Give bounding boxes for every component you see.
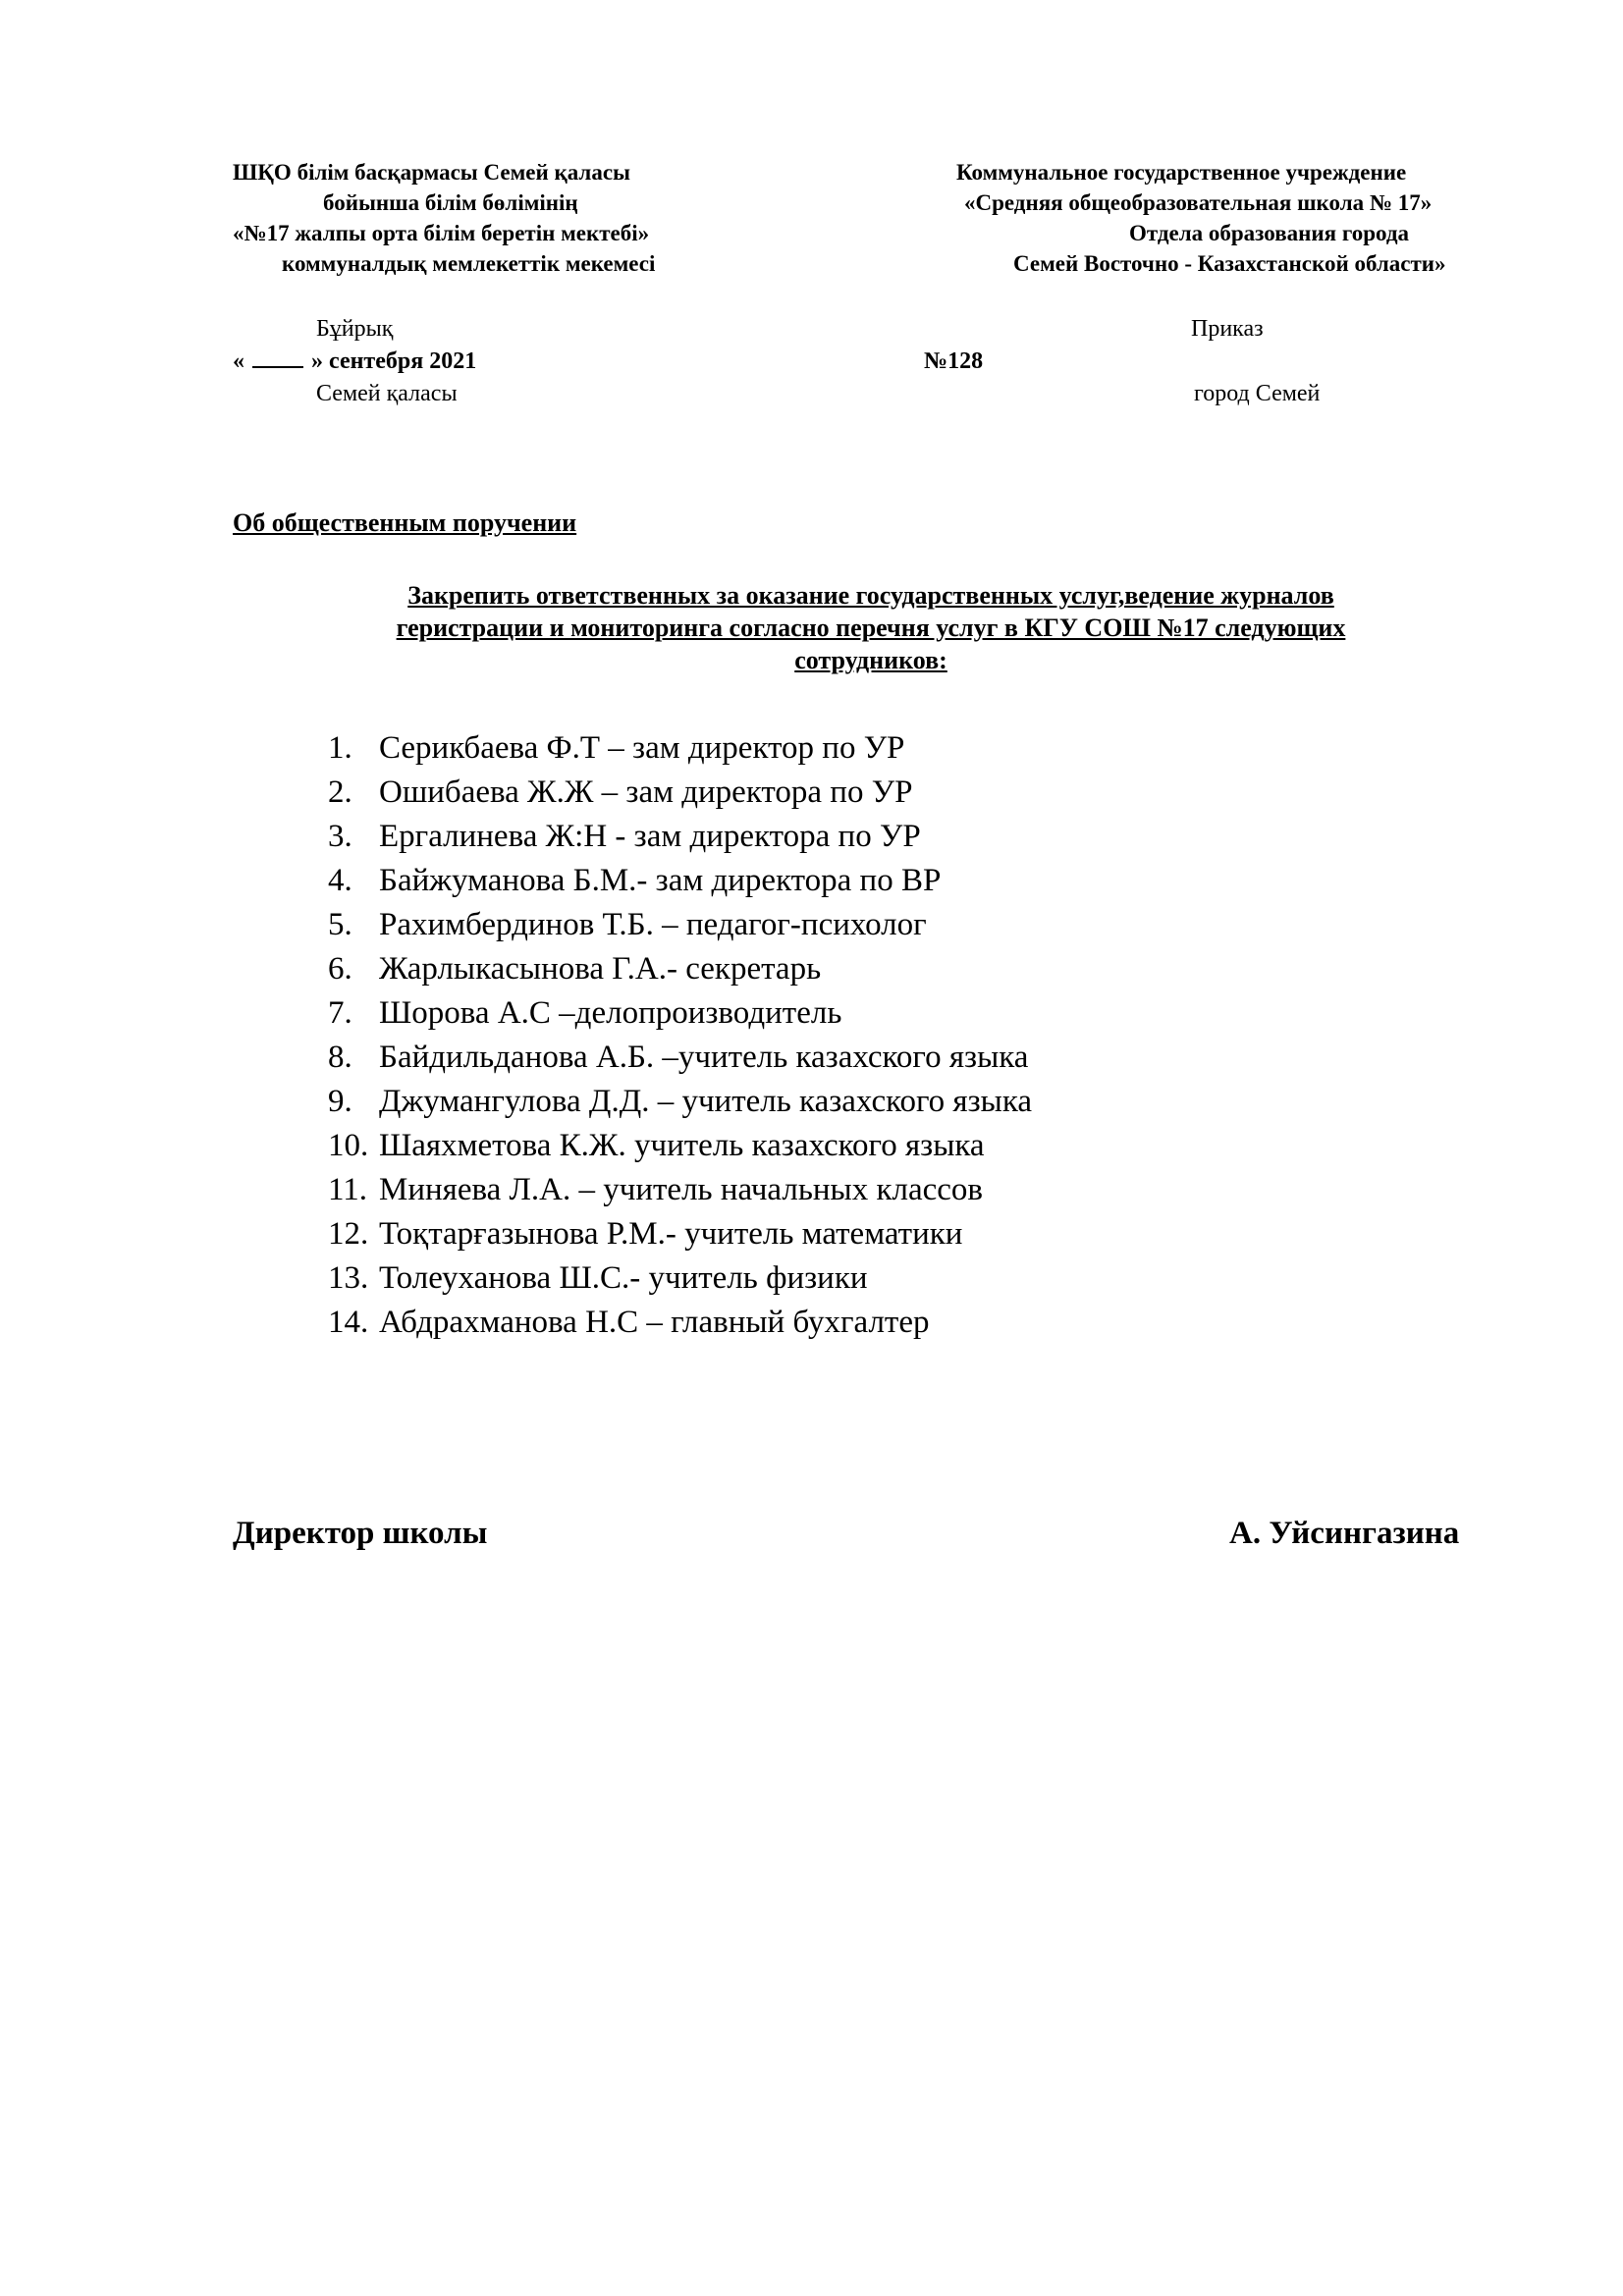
list-item-text: Абдрахманова Н.С – главный бухгалтер [379, 1305, 930, 1340]
order-date-blank [252, 347, 303, 368]
list-item-number: 6. [328, 951, 352, 987]
header-russian [943, 157, 1571, 279]
list-item-text: Байдильданова А.Б. –учитель казахского языка [379, 1040, 1029, 1075]
list-item-text: Жарлыкасынова Г.А.- секретарь [379, 951, 822, 987]
order-date-rest: » сентебря 2021 [311, 348, 477, 374]
list-item [328, 815, 1032, 859]
list-item [328, 859, 1032, 903]
list-item [328, 903, 1032, 947]
header-ru-line-4: Семей Восточно - Казахстанской области» [1013, 251, 1446, 276]
header-ru-line-3: Отдела образования города [1129, 221, 1409, 245]
assignment-heading [233, 579, 1509, 676]
header-kazakh [233, 157, 743, 279]
list-item-number: 13. [328, 1260, 369, 1296]
order-city-ru: город Семей [1194, 381, 1321, 406]
list-item-number: 3. [328, 819, 352, 854]
list-item-text: Серикбаева Ф.Т – зам директор по УР [379, 730, 905, 766]
list-item-number: 5. [328, 907, 352, 942]
order-date-open: « [233, 348, 244, 374]
list-item-text: Джумангулова Д.Д. – учитель казахского языка [379, 1084, 1032, 1119]
list-item-text: Байжуманова Б.М.- зам директора по ВР [379, 863, 942, 898]
list-item [328, 1124, 1032, 1168]
list-item-text: Миняева Л.А. – учитель начальных классов [379, 1172, 983, 1207]
assignment-line-3: сотрудников: [794, 646, 947, 674]
list-item-text: Шаяхметова К.Ж. учитель казахского языка [379, 1128, 985, 1163]
header-ru-line-2: «Средняя общеобразовательная школа № 17» [964, 190, 1433, 215]
order-date [233, 346, 476, 377]
list-item [328, 1036, 1032, 1080]
list-item-number: 8. [328, 1040, 352, 1075]
header-kz-line-4: коммуналдық мемлекеттік мекемесі [282, 251, 656, 276]
list-item-number: 14. [328, 1305, 369, 1340]
list-item-number: 12. [328, 1216, 369, 1252]
list-item-text: Тоқтарғазынова Р.М.- учитель математики [379, 1216, 963, 1252]
list-item [328, 1212, 1032, 1256]
order-label-kz: Бұйрық [316, 316, 394, 342]
list-item [328, 1256, 1032, 1301]
order-label-ru: Приказ [1191, 316, 1264, 342]
assignment-line-1: Закрепить ответственных за оказание государственных услуг,ведение журналов [407, 581, 1334, 610]
list-item-text: Рахимбердинов Т.Б. – педагог-психолог [379, 907, 927, 942]
list-item-text: Шорова А.С –делопроизводитель [379, 995, 842, 1031]
signature-name: А. Уйсингазина [1229, 1516, 1460, 1551]
list-item [328, 947, 1032, 991]
order-number: №128 [924, 348, 984, 374]
list-item [328, 1301, 1032, 1345]
header-kz-line-2: бойынша білім бөлімінің [323, 190, 578, 215]
assignment-line-2: геристрации и мониторинга согласно перечня услуг в КГУ СОШ №17 следующих [396, 614, 1346, 642]
list-item-number: 7. [328, 995, 352, 1031]
list-item [328, 991, 1032, 1036]
list-item-number: 4. [328, 863, 352, 898]
signature-position: Директор школы [233, 1516, 488, 1551]
header-kz-line-1: ШҚО білім басқармасы Семей қаласы [233, 160, 631, 185]
list-item-text: Ошибаева Ж.Ж – зам директора по УР [379, 774, 913, 810]
list-item [328, 1168, 1032, 1212]
list-item-number: 2. [328, 774, 352, 810]
list-item-number: 1. [328, 730, 352, 766]
list-item [328, 1080, 1032, 1124]
header-kz-line-3: «№17 жалпы орта білім беретін мектебі» [233, 221, 650, 245]
order-city-kz: Семей қаласы [316, 381, 458, 406]
list-item-number: 11. [328, 1172, 368, 1207]
list-item-number: 9. [328, 1084, 352, 1119]
list-item-number: 10. [328, 1128, 369, 1163]
header-ru-line-1: Коммунальное государственное учреждение [956, 160, 1407, 185]
list-item [328, 726, 1032, 771]
page-title: Об общественным поручении [233, 508, 577, 537]
staff-list [328, 726, 1032, 1345]
list-item-text: Толеуханова Ш.С.- учитель физики [379, 1260, 868, 1296]
list-item [328, 771, 1032, 815]
list-item-text: Ергалинева Ж:Н - зам директора по УР [379, 819, 921, 854]
